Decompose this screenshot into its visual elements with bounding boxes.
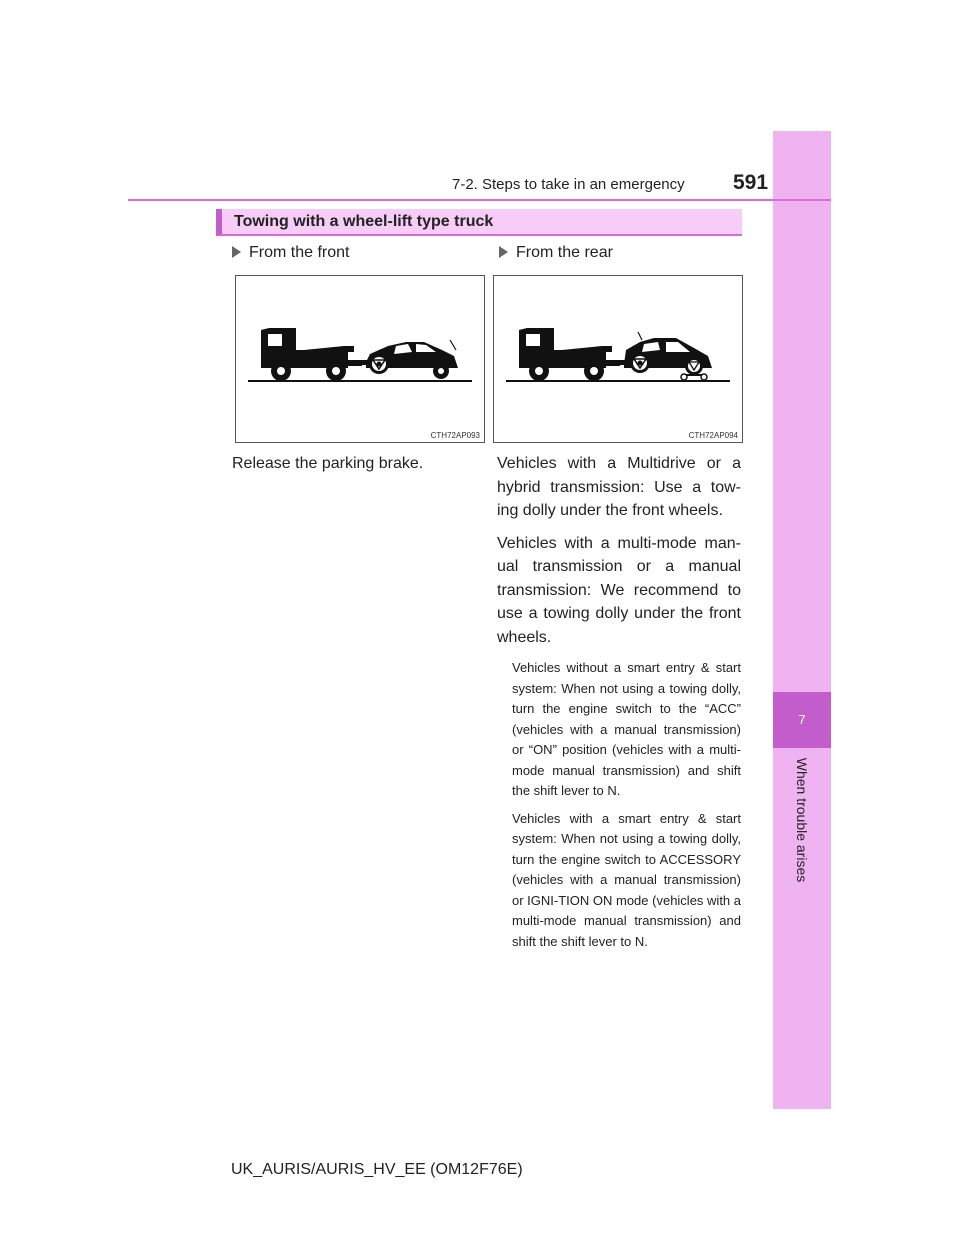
sub-label-front: From the front: [232, 244, 349, 262]
section-title: 7-2. Steps to take in an emergency: [452, 176, 685, 193]
note-with-smart-entry: Vehicles with a smart entry & start system: When not using a towing dolly, turn the engine switch to ACCESSORY (vehicles with a manual transmission) or IGNI-TION ON mode (vehicles with a multi-mode manual transmission) and shift the shift lever to N.: [512, 810, 741, 949]
tow-truck-rear-dolly-icon: [494, 276, 742, 442]
illustration-front: [235, 275, 485, 443]
section-heading-text: Towing with a wheel-lift type truck: [234, 213, 494, 230]
illustration-rear: [493, 275, 743, 443]
section-heading: [216, 209, 742, 236]
left-paragraph: Release the parking brake.: [232, 455, 424, 472]
image-code: CTH72AP093: [430, 431, 480, 440]
chapter-tab-strip: [773, 131, 831, 1109]
right-column-text: [497, 452, 741, 952]
chapter-label: When trouble arises: [794, 757, 810, 883]
image-code: CTH72AP094: [688, 431, 738, 440]
triangle-bullet-icon: [232, 246, 241, 258]
chapter-number: 7: [798, 712, 806, 727]
document-footer: UK_AURIS/AURIS_HV_EE (OM12F76E): [231, 1161, 523, 1178]
note-without-smart-entry: Vehicles without a smart entry & start system: When not using a towing dolly, turn the engine switch to the “ACC” (vehicles with a manual transmission) or “ON” position (vehicles with a multi-mode manual transmission) and shift the shift lever to N.: [512, 660, 741, 798]
header-divider: [128, 199, 831, 201]
tow-truck-front-icon: [236, 276, 484, 442]
paragraph-multidrive: Vehicles with a Multidrive or a hybrid transmission: Use a tow-ing dolly under the front wheels.: [497, 455, 741, 519]
paragraph-manual: Vehicles with a multi-mode man-ual transmission or a manual transmission: We recommend to use a towing dolly under the front wheels.: [497, 534, 741, 646]
page-number: 591: [733, 171, 769, 194]
triangle-bullet-icon: [499, 246, 508, 258]
sub-label-rear: From the rear: [499, 244, 613, 262]
